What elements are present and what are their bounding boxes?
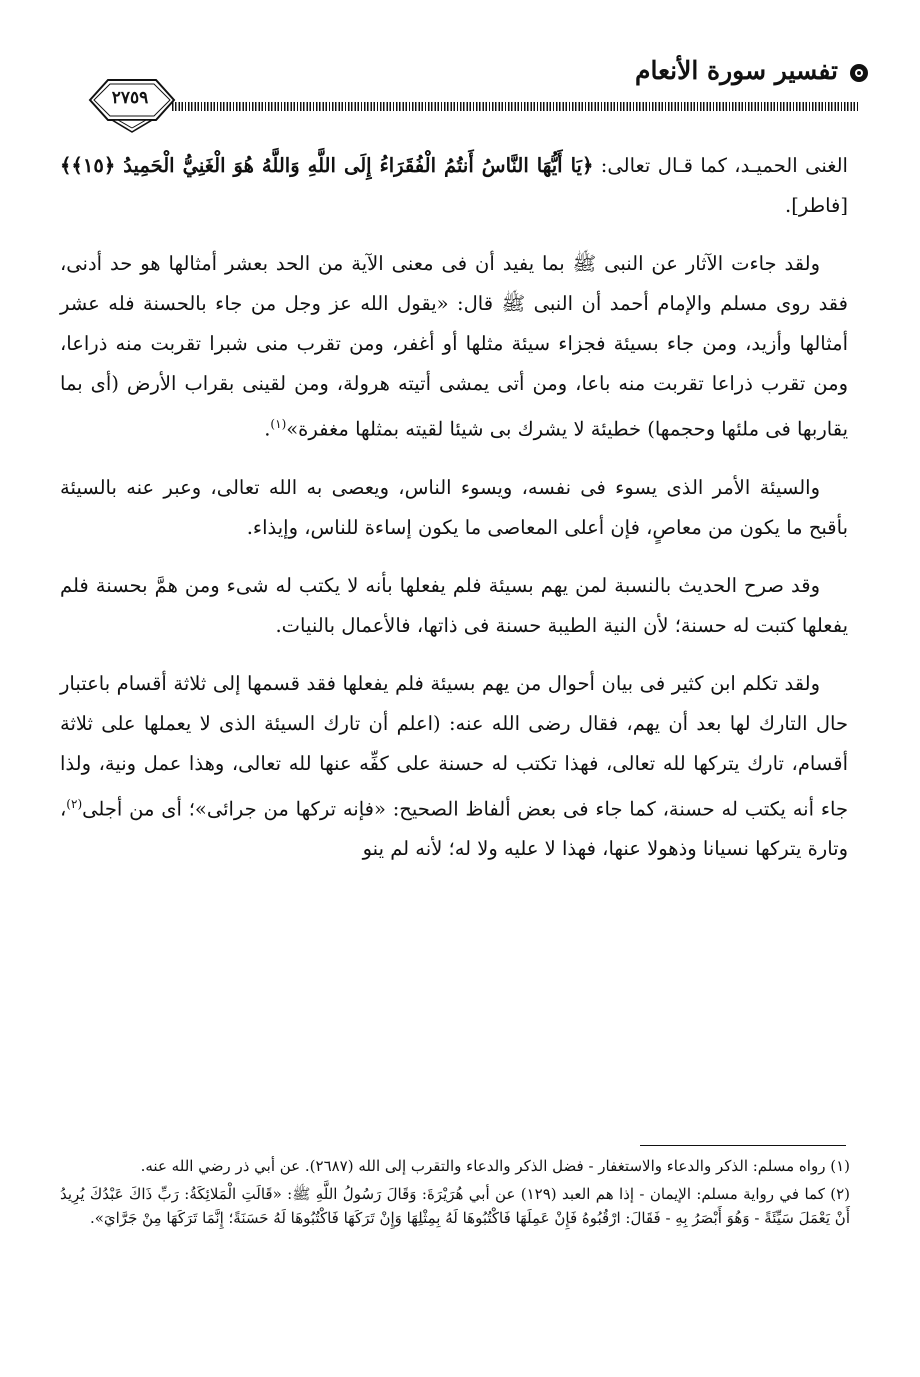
quran-verse: ﴿يَا أَيُّهَا النَّاسُ أَنتُمُ الْفُقَرَاءُ إِلَى اللَّهِ وَاللَّهُ هُوَ الْغَنِيُّ الْحَمِيدُ ﴿١٥﴾﴾ bbox=[60, 154, 594, 177]
paragraph-4: وقد صرح الحديث بالنسبة لمن يهم بسيئة فلم يفعلها بأنه لا يكتب له شىء ومن همَّ بحسنة فلم يفعلها كتبت له حسنة؛ لأن النية الطيبة حسنة فى ذاتها، فالأعمال بالنيات. bbox=[60, 573, 848, 637]
page-number: ٢٧٥٩ bbox=[111, 88, 149, 108]
paragraph-2-end: . bbox=[264, 417, 271, 441]
paragraph-1 bbox=[60, 146, 848, 226]
footnote-separator bbox=[640, 1145, 846, 1146]
footnote-1: (١) رواه مسلم: الذكر والدعاء والاستغفار - فضل الذكر والدعاء والتقرب إلى الله (٢٦٨٧). عن أبي ذر رضي الله عنه. bbox=[140, 1157, 850, 1175]
paragraph-5-end: ، وتارة يتركها نسيانا وذهولا عنها، فهذا لا عليه ولا له؛ لأنه لم ينو bbox=[60, 797, 848, 860]
paragraph-3: والسيئة الأمر الذى يسوء فى نفسه، ويسوء الناس، ويعصى به الله تعالى، وعبر عنه بالسيئة بأقبح ما يكون من معاصٍ، فإن أعلى المعاصى ما يكون إساءة للناس، وإيذاء. bbox=[60, 475, 848, 539]
paragraph-1-lead: الغنى الحميـد، كما قـال تعالى: bbox=[593, 154, 848, 177]
surah-reference: [فاطر]. bbox=[785, 194, 848, 217]
header-ornament-icon bbox=[848, 62, 870, 84]
running-header-title: تفسير سورة الأنعام bbox=[634, 56, 838, 85]
footnote-ref-2: (٢) bbox=[66, 796, 83, 811]
paragraph-2-text: ولقد جاءت الآثار عن النبى ﷺ بما يفيد أن فى معنى الآية من الحد بعشر أمثالها هو حد أدنى، فقد روى مسلم والإمام أحمد أن النبى ﷺ قال: «يقول الله عز وجل من جاء بالحسنة فله عشر أمثالها وأزيد، ومن جاء بسيئة فجزاء سيئة مثلها أو أغفر، ومن تقرب منى شبرا تقربت منه ذراعا، ومن تقرب ذراعا تقربت منه باعا، ومن أتى يمشى أتيته هرولة، ومن لقينى بقراب الأرض (أى بما يقاربها فى ملئها وحجمها) خطيئة لا يشرك بى شيئا لقيته بمثلها مغفرة» bbox=[60, 252, 848, 441]
footnote-2: (٢) كما في رواية مسلم: الإيمان - إذا هم العبد (١٢٩) عن أبي هُرَيْرَةَ: وَقَالَ رَسُولُ اللَّهِ ﷺ: «قَالَتِ الْمَلائِكَةُ: رَبِّ ذَاكَ عَبْدُكَ يُرِيدُ أَنْ يَعْمَلَ سَيِّئَةً - وَهُوَ أَبْصَرُ بِهِ - فَقَالَ: ارْقُبُوهُ فَإِنْ عَمِلَهَا فَاكْتُبُوهَا لَهُ بِمِثْلِهَا وَإِنْ تَرَكَهَا فَاكْتُبُوهَا لَهُ حَسَنَةً؛ إِنَّمَا تَرَكَهَا مِنْ جَرَّايَ». bbox=[60, 1185, 850, 1227]
paragraph-5-text: ولقد تكلم ابن كثير فى بيان أحوال من يهم بسيئة فلم يفعلها فقد قسمها إلى ثلاثة أقسام باعتبار حال التارك لها بعد أن يهم، فقال رضى الله عنه: (اعلم أن تارك السيئة الذى لا يعملها على ثلاثة أقسام، تارك يتركها لله تعالى، فهذا تكتب له حسنة على كفِّه عنها لله تعالى، وهذا عمل ونية، ولذا جاء أنه يكتب له حسنة، كما جاء فى بعض ألفاظ الصحيح: «فإنه تركها من جرائى»؛ أى من أجلى bbox=[60, 671, 848, 820]
paragraph-2 bbox=[60, 244, 848, 450]
main-text bbox=[60, 146, 848, 887]
header-hatched-rule bbox=[172, 102, 858, 111]
footnote-ref-1: (١) bbox=[270, 417, 287, 431]
footnotes bbox=[60, 1154, 850, 1234]
paragraph-5 bbox=[60, 664, 848, 870]
